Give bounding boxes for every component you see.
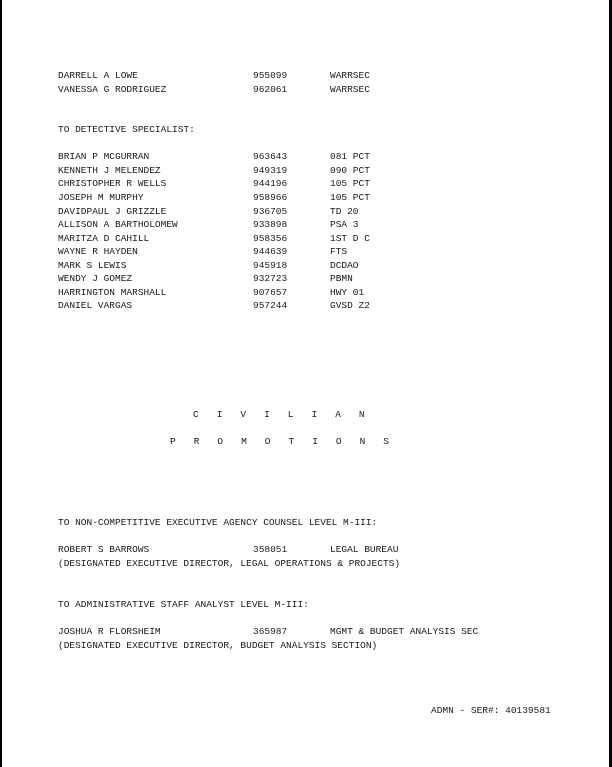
person-name: JOSHUA R FLORSHEIM xyxy=(58,626,161,637)
command: GVSD Z2 xyxy=(330,300,370,311)
command: 081 PCT xyxy=(330,151,370,162)
counsel-heading: TO NON-COMPETITIVE EXECUTIVE AGENCY COUNSEL LEVEL M-III: xyxy=(58,517,378,528)
command: TD 20 xyxy=(330,206,359,217)
command: 1ST D C xyxy=(330,233,370,244)
tax-id: 944196 xyxy=(253,178,288,189)
command: HWY 01 xyxy=(330,287,365,298)
person-name: BRIAN P MCGURRAN xyxy=(58,151,150,162)
document-page xyxy=(2,0,609,767)
person-name: KENNETH J MELENDEZ xyxy=(58,165,161,176)
person-name: CHRISTOPHER R WELLS xyxy=(58,178,167,189)
tax-id: 365987 xyxy=(253,626,288,637)
command: FTS xyxy=(330,246,348,257)
person-name: HARRINGTON MARSHALL xyxy=(58,287,167,298)
command: MGMT & BUDGET ANALYSIS SEC xyxy=(330,626,479,637)
command: 105 PCT xyxy=(330,178,370,189)
tax-id: 958966 xyxy=(253,192,288,203)
tax-id: 955099 xyxy=(253,70,288,81)
tax-id: 958356 xyxy=(253,233,288,244)
tax-id: 945918 xyxy=(253,260,288,271)
command: DCDAO xyxy=(330,260,359,271)
designation-note: (DESIGNATED EXECUTIVE DIRECTOR, BUDGET ANALYSIS SECTION) xyxy=(58,640,378,651)
tax-id: 944639 xyxy=(253,246,288,257)
command: PBMN xyxy=(330,273,353,284)
tax-id: 963643 xyxy=(253,151,288,162)
person-name: MARITZA D CAHILL xyxy=(58,233,150,244)
person-name: DAVIDPAUL J GRIZZLE xyxy=(58,206,167,217)
command: PSA 3 xyxy=(330,219,359,230)
tax-id: 358051 xyxy=(253,544,288,555)
tax-id: 962061 xyxy=(253,84,288,95)
command: LEGAL BUREAU xyxy=(330,544,399,555)
tax-id: 933898 xyxy=(253,219,288,230)
person-name: WAYNE R HAYDEN xyxy=(58,246,138,257)
detective-specialist-heading: TO DETECTIVE SPECIALIST: xyxy=(58,124,195,135)
promotions-title: PROMOTIONS xyxy=(170,436,408,447)
tax-id: 907657 xyxy=(253,287,288,298)
person-name: JOSEPH M MURPHY xyxy=(58,192,144,203)
analyst-heading: TO ADMINISTRATIVE STAFF ANALYST LEVEL M-III: xyxy=(58,599,309,610)
person-name: VANESSA G RODRIGUEZ xyxy=(58,84,167,95)
command: WARRSEC xyxy=(330,84,370,95)
civilian-title: CIVILIAN xyxy=(193,409,383,420)
person-name: ROBERT S BARROWS xyxy=(58,544,150,555)
person-name: ALLISON A BARTHOLOMEW xyxy=(58,219,178,230)
designation-note: (DESIGNATED EXECUTIVE DIRECTOR, LEGAL OPERATIONS & PROJECTS) xyxy=(58,558,401,569)
command: 090 PCT xyxy=(330,165,370,176)
person-name: DARRELL A LOWE xyxy=(58,70,138,81)
person-name: DANIEL VARGAS xyxy=(58,300,133,311)
command: WARRSEC xyxy=(330,70,370,81)
tax-id: 936705 xyxy=(253,206,288,217)
tax-id: 932723 xyxy=(253,273,288,284)
tax-id: 957244 xyxy=(253,300,288,311)
person-name: WENDY J GOMEZ xyxy=(58,273,133,284)
tax-id: 949319 xyxy=(253,165,288,176)
serial-number: ADMN - SER#: 40139581 xyxy=(431,705,551,716)
command: 105 PCT xyxy=(330,192,370,203)
person-name: MARK S LEWIS xyxy=(58,260,127,271)
